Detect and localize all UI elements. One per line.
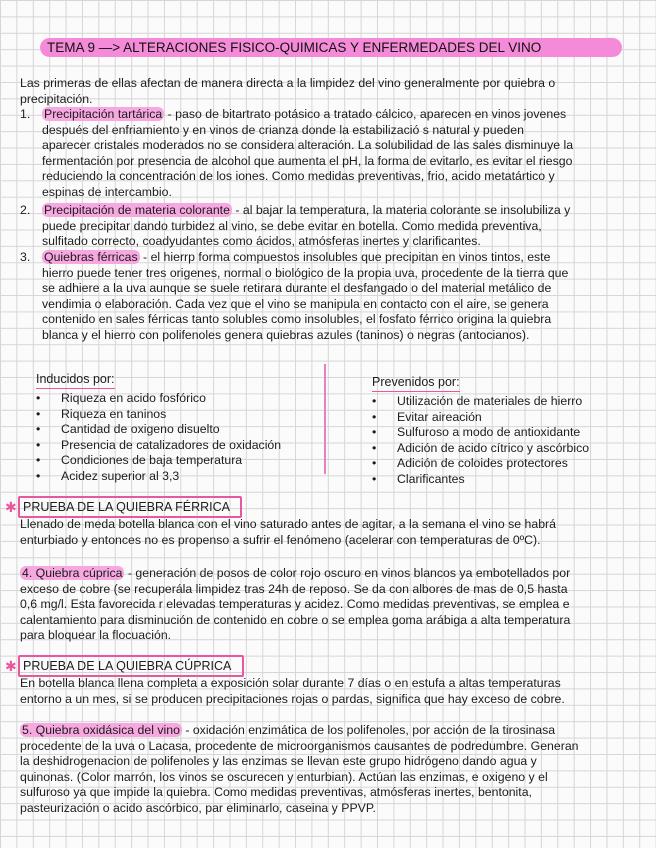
item5-line: sulfuroso ya que impide la quiebra. Como medidas preventivas, atmósferas inertes, bentonita, [20,785,532,800]
highlighted-term: Precipitación de materia colorante [44,203,230,217]
test-ferrica-heading: PRUEBA DE LA QUIEBRA FÉRRICA [18,496,242,518]
prevented-bullet: • Clarificantes [372,472,589,488]
item-number: 3. [20,250,31,264]
item5-line: la deshidrogenacion de polifenoles y las enzimas se llevan este grupo hidrógeno dando agua y [20,754,537,769]
item5-first-line: 5. Quiebra oxidásica del vino - oxidación enzimática de los polifenoles, por acción de la tirosinasa [22,723,556,737]
induced-title: Inducidos por: [36,372,115,389]
item-first-line: Quiebras férricas - el hierrp forma compuestos insolubles que precipitan en vinos tintos, este [44,250,551,264]
item4-line: calentamiento para disminución de contenido en cobre o se emplea goma arábiga a alta temperatura [20,612,571,627]
test-cuprica-line: En botella blanca llena completa a exposición solar durante 7 días o en estufa a altas temperaturas [20,676,561,690]
item-line: puede precipitar dando turbidez al vino, se debe evitar en botella. Como medida preventiva, [42,218,542,233]
induced-bullet: • Condiciones de baja temperatura [36,453,281,469]
induced-bullet: • Presencia de catalizadores de oxidación [36,438,281,454]
column-divider [324,364,326,474]
item5-line: quinonas. (Color marrón, los vinos se oscurecen y enturbian). Actúan las enzimas, e oxigeno y el [20,769,548,784]
item-number: 2. [20,203,31,217]
prevented-bullet: • Adición de acido cítrico y ascórbico [372,441,589,457]
asterisk-icon: ✱ [5,499,17,515]
prevented-title: Prevenidos por: [372,375,460,392]
test-cuprica-line: entorno a un mes, si se producen precipitaciones rojas o pardas, significa que hay exceso de cobre. [20,691,565,706]
item-line: blanca y el hierro con polifenoles genera quiebras azules (taninos) o negras (antocianos). [42,328,530,342]
highlighted-term: 4. Quiebra cúprica [22,566,123,580]
item-line: se adhiere a la uva aunque se suele retirara durante el desfangado o del material metálico de [42,281,552,296]
item5-line: procedente de la uva o Lacasa, procedente de microorganismos causantes de podredumbre. Generan [20,738,579,753]
intro-line: precipitación. [20,91,93,106]
item-line: reduciendo la concentración de los iones. Como medidas preventivas, frio, acido metatártico y [42,169,555,184]
prevented-bullet: • Utilización de materiales de hierro [372,394,589,410]
highlighted-term: 5. Quiebra oxidásica del vino [22,723,180,737]
item-first-line: Precipitación tartárica - paso de bitartrato potásico a tratado cálcico, aparecen en vinos jovenes [44,107,567,121]
page-title: TEMA 9 —> ALTERACIONES FISICO-QUIMICAS Y ENFERMEDADES DEL VINO [40,38,622,57]
test-ferrica-line: Llenado de meda botella blanca con el vino saturado antes de agitar, a la semana el vino se habrá [20,517,556,531]
item5-line: pasteurización o acido ascórbico, par eliminarlo, caseina y PPVP. [20,801,376,815]
prevented-bullet: • Adición de coloides protectores [372,456,589,472]
item-line: después del enfriamiento y en vinos de crianza donde la estabilizació s natural y pueden [42,122,524,137]
highlighted-term: Quiebras férricas [44,250,138,264]
prevented-bullet: • Sulfuroso a modo de antioxidante [372,425,589,441]
induced-bullet: • Acidez superior al 3,3 [36,469,281,485]
induced-bullet: • Cantidad de oxigeno disuelto [36,422,281,438]
asterisk-icon: ✱ [5,658,17,674]
induced-column [36,370,281,485]
induced-bullet: • Riqueza en taninos [36,407,281,423]
item-line: sulfitado correcto, coadyudantes como ácidos, atmósferas inertes y clarificantes. [42,234,481,249]
test-ferrica-line: enturbiado y entonces no es propenso a sufrir el fenómeno (acelerar con temperaturas de 0ºC). [20,532,541,547]
item-first-line: Precipitación de materia colorante - al bajar la temperatura, la materia colorante se insolubiliza y [44,203,571,217]
item4-line: 0,6 mg/l. Esta favorecida r elevadas temperaturas y acidez. Como medidas preventivas, se emplea e [20,597,570,612]
item-line: contenido en sales férricas tanto solubles como insolubles, el fosfato férrico origina la quiebra [42,312,552,327]
test-cuprica-heading: PRUEBA DE LA QUIEBRA CÚPRICA [18,655,244,677]
prevented-bullet: • Evitar aireación [372,410,589,426]
item-number: 1. [20,107,31,121]
item-line: fermentación por presencia de alcohol que aumenta el pH, la forma de evitarlo, es evitar el riesgo [42,153,573,168]
prevented-column [372,373,589,488]
item-line: espinas de intercambio. [42,185,172,199]
item4-first-line: 4. Quiebra cúprica - generación de posos de color rojo oscuro en vinos blancos ya embotellados por [22,566,571,580]
item4-line: para bloquear la flocuación. [20,628,172,643]
item-line: vendimia o elaboración. Cada vez que el vino se manipula en contacto con el aire, se genera [42,296,549,311]
induced-bullet: • Riqueza en acido fosfórico [36,391,281,407]
item-line: hierro puede tener tres origenes, normal o biológico de la propia uva, procedente de la tierra que [42,265,569,280]
intro-line: Las primeras de ellas afectan de manera directa a la limpidez del vino generalmente por quiebra o [20,76,556,90]
item4-line: exceso de cobre (se recuperála limpidez tras 24h de reposo. Se da con albores de mas de 0,5 hasta [20,581,568,596]
highlighted-term: Precipitación tartárica [44,107,163,121]
item-line: aparecer cristales moderados no se considera alteración. La solubilidad de las sales disminuye la [42,138,574,153]
